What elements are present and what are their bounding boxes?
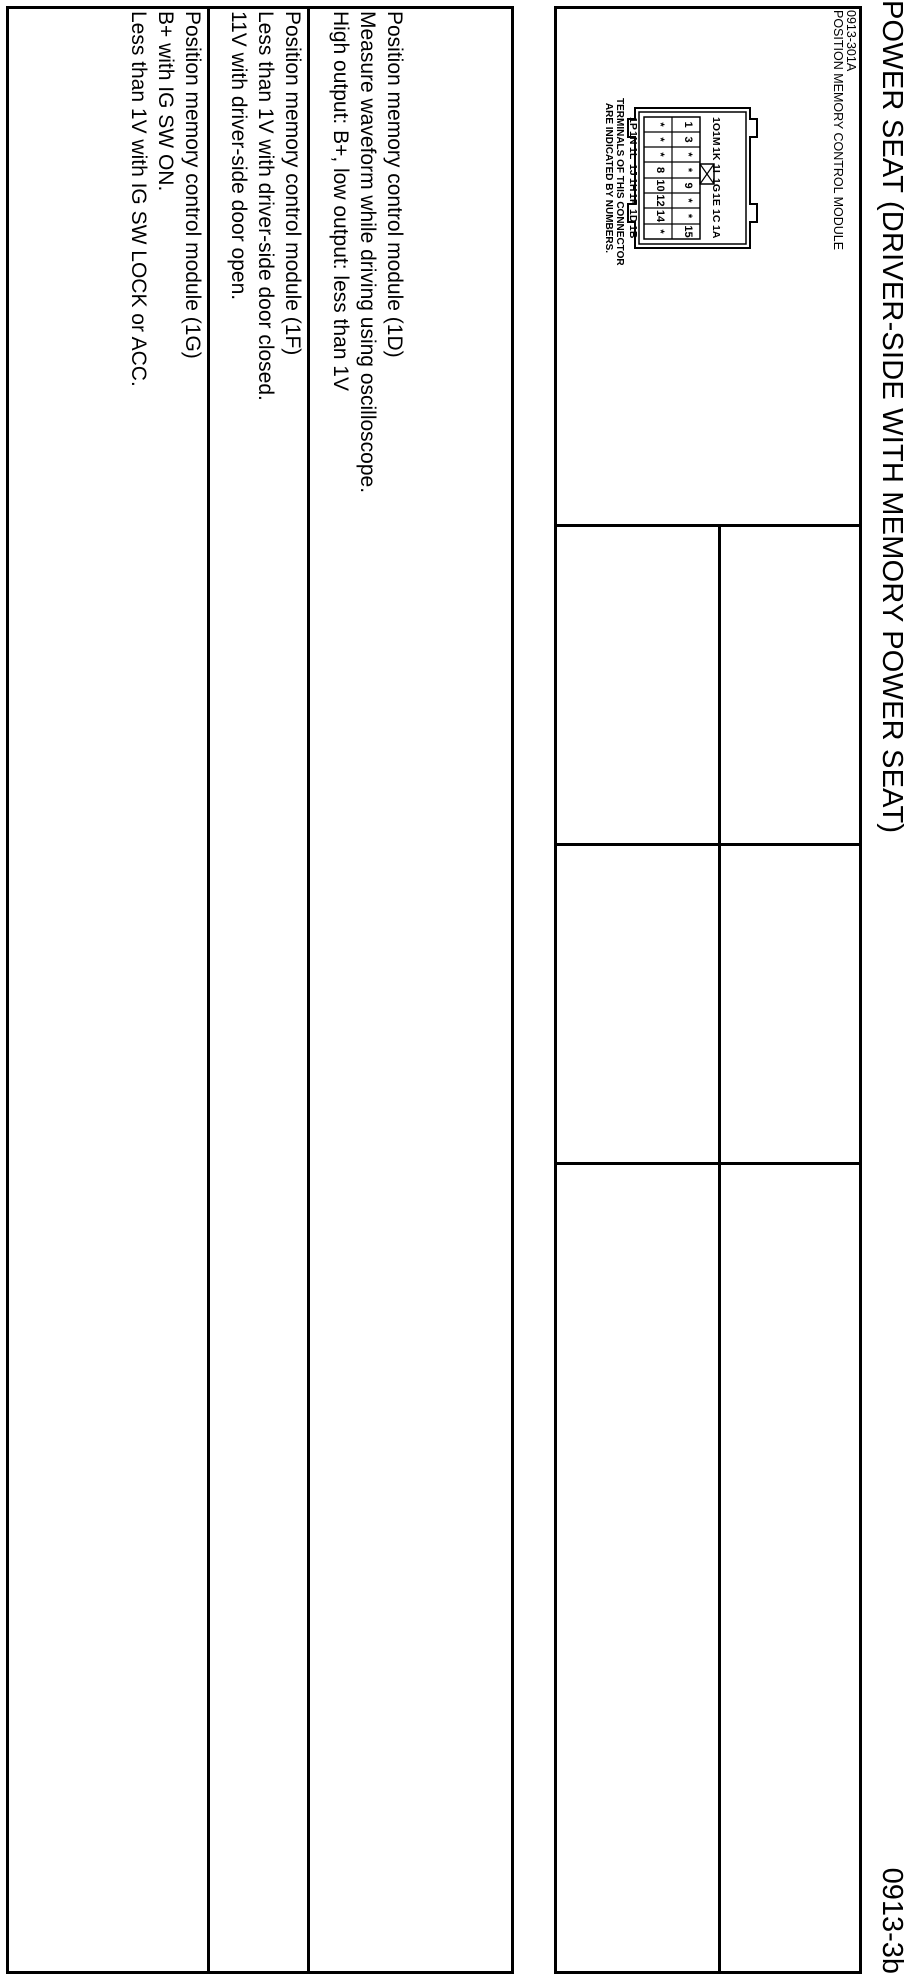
connector-note-line-2: ARE INDICATED BY NUMBERS. [603,102,614,254]
pin-label: 1G [710,178,722,193]
description-line: High output: B+, low output: less than 1V [329,11,352,391]
cavity: 15 [682,225,694,238]
description-line: Position memory control module (1F) [281,11,304,356]
cavity: * [654,152,666,157]
description-line: Measure waveform while driving using oscilloscope. [356,11,379,494]
pin-label: 1E [710,193,722,206]
cavity: * [654,137,666,142]
description-line: Position memory control module (1D) [383,11,406,358]
pin-label: 1B [627,225,639,239]
connector-name: POSITION MEMORY CONTROL MODULE [831,10,845,251]
pin-label: 1F [627,193,639,206]
description-line: B+ with IG SW ON. [154,11,177,192]
pin-label: 1J [627,164,639,176]
pin-label: 1I [710,164,722,173]
cavity: 10 [654,179,666,192]
pin-label: 1D [627,209,639,223]
page-title: POWER SEAT (DRIVER-SIDE WITH MEMORY POWER SEAT) [876,0,908,834]
cavity: * [682,167,694,173]
connector-note-line-1: TERMINALS OF THIS CONNECTOR [614,98,625,266]
pin-label: 1P [627,117,639,130]
connector-code: 0913-301A [844,10,858,72]
cavity: 12 [654,194,666,207]
pin-label: 1H [627,178,639,192]
description-divider-2 [207,6,210,1974]
cavity: * [682,213,694,219]
description-line: Less than 1V with driver-side door closed. [254,11,277,401]
cavity: * [682,198,694,203]
pin-label: 1N [627,131,639,145]
page-code: 0913-3b [876,1867,908,1974]
cavity: 14 [654,209,666,223]
pin-label: 1A [710,225,722,239]
pin-label: 1M [710,131,722,146]
cavity: 9 [682,182,694,189]
cavity: * [654,122,666,127]
pin-label: 1C [710,209,722,223]
cavity: 3 [682,136,694,143]
pin-label: 1O [710,117,722,132]
cavity: 8 [654,166,666,174]
description-line: 11V with driver-side door open. [227,11,250,301]
cavity: * [682,152,694,157]
description-line: Position memory control module (1G) [181,11,204,359]
cavity: * [654,229,666,234]
description-divider-1 [307,6,310,1974]
cavity: 1 [682,121,694,128]
description-line: Less than 1V with IG SW LOCK or ACC. [127,11,150,387]
pin-label: 1K [710,147,722,161]
pin-label: 1L [627,147,639,160]
